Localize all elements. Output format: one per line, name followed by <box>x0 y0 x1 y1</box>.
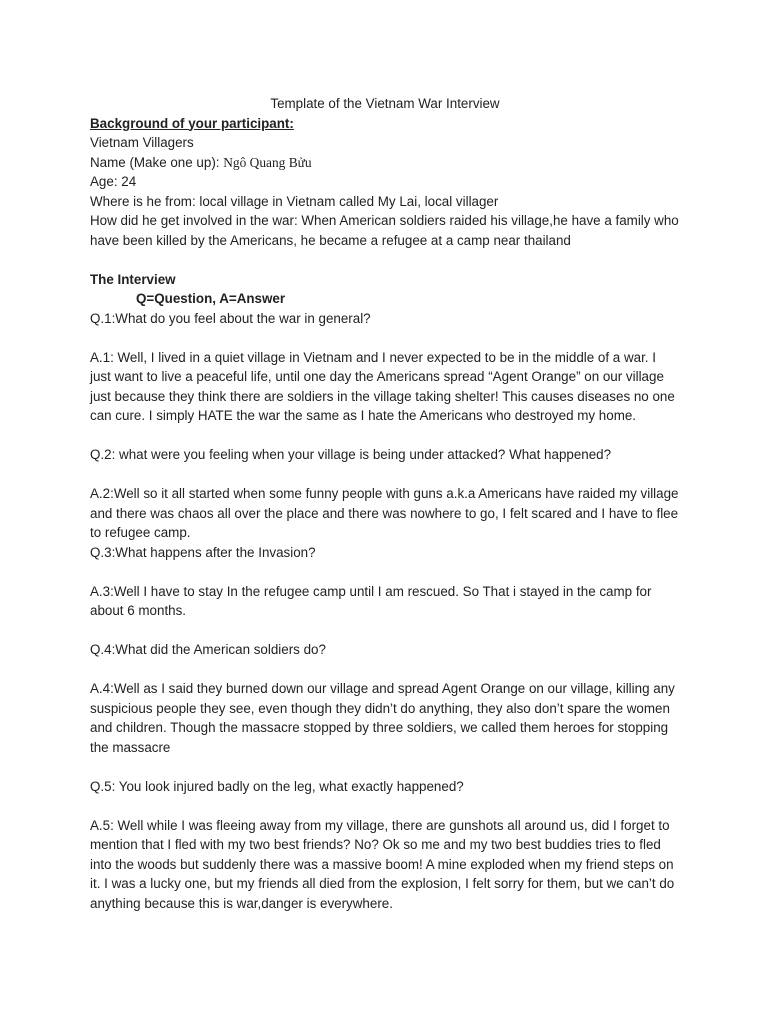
spacer <box>90 757 680 777</box>
answer-2: A.2:Well so it all started when some funny people with guns a.k.a Americans have raided my village and there was chaos all over the place and there was nowhere to go, I felt scared and I have to flee to refugee camp. <box>90 486 679 540</box>
question-5: Q.5: You look injured badly on the leg, what exactly happened? <box>90 778 464 794</box>
participant-involvement: How did he get involved in the war: When American soldiers raided his village,he have a family who have been killed by the Americans, he became a refugee at a camp near thailand <box>90 213 679 248</box>
question-1: Q.1:What do you feel about the war in general? <box>90 310 371 326</box>
answer-1: A.1: Well, I lived in a quiet village in Vietnam and I never expected to be in the middle of a war. I just want to live a peaceful life, until one day the Americans spread “Agent Orange” on our village just because they think there are soldiers in the village taking shelter! This causes diseases no one can cure. I simply HATE the war the same as I hate the Americans who destroyed my home. <box>90 349 675 423</box>
spacer <box>90 465 680 485</box>
answer-3: A.3:Well I have to stay In the refugee camp until I am rescued. So That i stayed in the camp for about 6 months. <box>90 583 652 618</box>
question-4: Q.4:What did the American soldiers do? <box>90 642 326 657</box>
name-label: Name (Make one up): <box>90 154 224 170</box>
answer-5: A.5: Well while I was fleeing away from my village, there are gunshots all around us, did I forget to mention that I fled with my two best friends? No? Ok so me and my two best buddies tries to fled into the woods but suddenly there was a massive boom! A mine exploded when my friend steps on it. I was a lucky one, but my friends all died from the explosion, I felt sorry for them, but we can’t do anything because this is war,danger is everywhere. <box>90 817 675 911</box>
interview-heading: The Interview <box>90 271 176 287</box>
spacer <box>90 621 680 641</box>
name-value: Ngô Quang Bửu <box>223 154 312 170</box>
spacer <box>90 796 680 816</box>
spacer <box>90 660 680 680</box>
participant-name <box>90 153 680 173</box>
qa-legend: Q=Question, A=Answer <box>136 291 286 306</box>
spacer <box>90 328 680 348</box>
background-heading: Background of your participant: <box>90 115 294 131</box>
participant-origin: Where is he from: local village in Vietnam called My Lai, local villager <box>90 193 499 209</box>
document-page <box>90 94 680 913</box>
spacer <box>90 250 680 270</box>
answer-4: A.4:Well as I said they burned down our village and spread Agent Orange on our village, killing any suspicious people they see, even though they didn’t do anything, they also don’t spare the women and children. Though the massacre stopped by three soldiers, we called them heroes for stopping the massacre <box>90 681 675 755</box>
spacer <box>90 562 680 582</box>
participant-age: Age: 24 <box>90 174 137 189</box>
spacer <box>90 426 680 446</box>
question-3: Q.3:What happens after the Invasion? <box>90 544 316 560</box>
document-title: Template of the Vietnam War Interview <box>270 96 500 111</box>
participant-type: Vietnam Villagers <box>90 135 194 150</box>
question-2: Q.2: what were you feeling when your village is being under attacked? What happened? <box>90 447 612 462</box>
